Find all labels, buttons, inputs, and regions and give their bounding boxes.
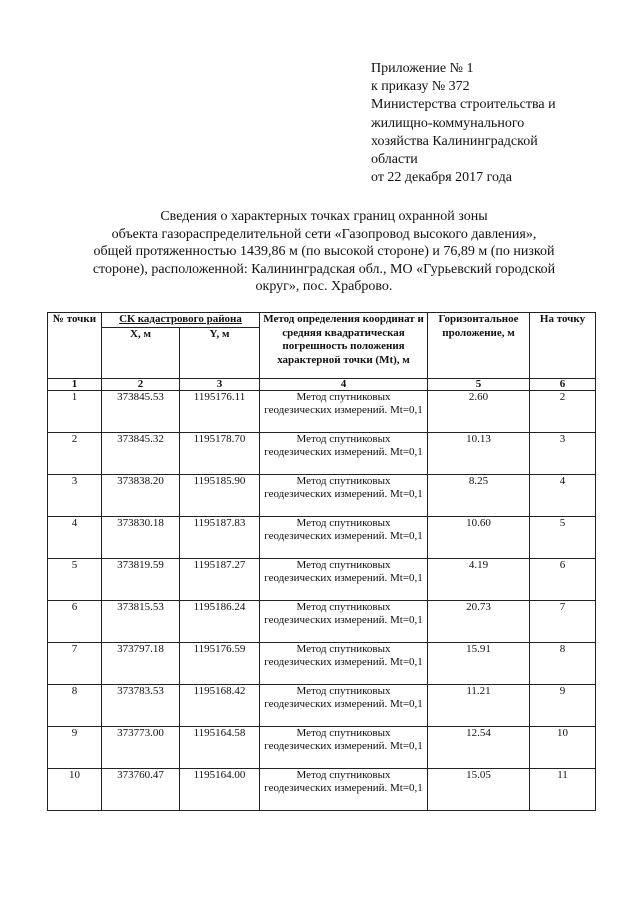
heading-line: объекта газораспределительной сети «Газопровод высокого давления», (111, 226, 537, 242)
y-coordinate-cell: 1195185.90 (180, 474, 260, 516)
annex-block (371, 60, 633, 187)
point-number-cell: 1 (48, 390, 102, 432)
point-number-cell: 5 (48, 558, 102, 600)
method-cell: Метод спутниковых геодезических измерений. Mt=0,1 (260, 432, 428, 474)
horizontal-distance-cell: 10.60 (428, 516, 530, 558)
column-number: 1 (48, 378, 102, 390)
table-row (48, 390, 596, 432)
annex-line: Приложение № 1 (371, 61, 474, 76)
method-cell: Метод спутниковых геодезических измерений. Mt=0,1 (260, 600, 428, 642)
x-coordinate-cell: 373773.00 (102, 726, 180, 768)
header-x: X, м (102, 327, 180, 378)
header-to-point: На точку (530, 313, 596, 379)
method-cell: Метод спутниковых геодезических измерений. Mt=0,1 (260, 516, 428, 558)
horizontal-distance-cell: 10.13 (428, 432, 530, 474)
method-cell: Метод спутниковых геодезических измерений. Mt=0,1 (260, 390, 428, 432)
annex-line: жилищно-коммунального (371, 115, 525, 131)
y-coordinate-cell: 1195186.24 (180, 600, 260, 642)
y-coordinate-cell: 1195168.42 (180, 684, 260, 726)
y-coordinate-cell: 1195176.59 (180, 642, 260, 684)
method-cell: Метод спутниковых геодезических измерений. Mt=0,1 (260, 474, 428, 516)
point-number-cell: 6 (48, 600, 102, 642)
to-point-cell: 10 (530, 726, 596, 768)
to-point-cell: 9 (530, 684, 596, 726)
x-coordinate-cell: 373797.18 (102, 642, 180, 684)
to-point-cell: 6 (530, 558, 596, 600)
column-number: 3 (180, 378, 260, 390)
heading-line: Сведения о характерных точках границ охранной зоны (160, 209, 488, 224)
point-number-cell: 2 (48, 432, 102, 474)
method-cell: Метод спутниковых геодезических измерений. Mt=0,1 (260, 684, 428, 726)
to-point-cell: 3 (530, 432, 596, 474)
to-point-cell: 5 (530, 516, 596, 558)
y-coordinate-cell: 1195187.83 (180, 516, 260, 558)
to-point-cell: 4 (530, 474, 596, 516)
x-coordinate-cell: 373838.20 (102, 474, 180, 516)
to-point-cell: 2 (530, 390, 596, 432)
annex-line: области (371, 152, 418, 168)
point-number-cell: 7 (48, 642, 102, 684)
point-number-cell: 9 (48, 726, 102, 768)
table-row (48, 516, 596, 558)
header-method: Метод определения координат и средняя квадратическая погрешность положения характерной точки (Mt), м (260, 313, 428, 379)
method-cell: Метод спутниковых геодезических измерений. Mt=0,1 (260, 768, 428, 810)
table-row (48, 432, 596, 474)
x-coordinate-cell: 373845.53 (102, 390, 180, 432)
annex-line: Министерства строительства и (371, 97, 556, 113)
table-row (48, 768, 596, 810)
x-coordinate-cell: 373783.53 (102, 684, 180, 726)
points-table (47, 312, 596, 811)
column-number: 5 (428, 378, 530, 390)
method-cell: Метод спутниковых геодезических измерений. Mt=0,1 (260, 558, 428, 600)
table-row (48, 726, 596, 768)
header-y: Y, м (180, 327, 260, 378)
heading-line: округ», пос. Храброво. (255, 279, 393, 295)
column-number: 6 (530, 378, 596, 390)
column-number: 2 (102, 378, 180, 390)
table-row (48, 600, 596, 642)
point-number-cell: 10 (48, 768, 102, 810)
to-point-cell: 7 (530, 600, 596, 642)
point-number-cell: 4 (48, 516, 102, 558)
point-number-cell: 3 (48, 474, 102, 516)
x-coordinate-cell: 373819.59 (102, 558, 180, 600)
heading-line: стороне), расположенной: Калининградская обл., МО «Гурьевский городской (92, 261, 556, 277)
horizontal-distance-cell: 20.73 (428, 600, 530, 642)
horizontal-distance-cell: 11.21 (428, 684, 530, 726)
horizontal-distance-cell: 15.91 (428, 642, 530, 684)
header-horizontal: Горизонтальное проложение, м (428, 313, 530, 379)
table-body (48, 390, 596, 810)
horizontal-distance-cell: 12.54 (428, 726, 530, 768)
column-number: 4 (260, 378, 428, 390)
x-coordinate-cell: 373760.47 (102, 768, 180, 810)
y-coordinate-cell: 1195164.58 (180, 726, 260, 768)
header-sk-group: СК кадастрового района (102, 313, 260, 328)
header-point-no: № точки (48, 313, 102, 379)
table-row (48, 558, 596, 600)
horizontal-distance-cell: 8.25 (428, 474, 530, 516)
annex-line: к приказу № 372 (371, 79, 470, 95)
x-coordinate-cell: 373830.18 (102, 516, 180, 558)
horizontal-distance-cell: 2.60 (428, 390, 530, 432)
heading-line: общей протяженностью 1439,86 м (по высокой стороне) и 76,89 м (по низкой (93, 244, 555, 260)
y-coordinate-cell: 1195187.27 (180, 558, 260, 600)
horizontal-distance-cell: 15.05 (428, 768, 530, 810)
x-coordinate-cell: 373845.32 (102, 432, 180, 474)
method-cell: Метод спутниковых геодезических измерений. Mt=0,1 (260, 642, 428, 684)
table-row (48, 684, 596, 726)
annex-line: хозяйства Калининградской (371, 133, 538, 149)
to-point-cell: 8 (530, 642, 596, 684)
method-cell: Метод спутниковых геодезических измерений. Mt=0,1 (260, 726, 428, 768)
table-row (48, 642, 596, 684)
point-number-cell: 8 (48, 684, 102, 726)
document-heading (60, 208, 588, 296)
table-row (48, 474, 596, 516)
to-point-cell: 11 (530, 768, 596, 810)
y-coordinate-cell: 1195178.70 (180, 432, 260, 474)
annex-line: от 22 декабря 2017 года (371, 170, 512, 186)
y-coordinate-cell: 1195176.11 (180, 390, 260, 432)
x-coordinate-cell: 373815.53 (102, 600, 180, 642)
y-coordinate-cell: 1195164.00 (180, 768, 260, 810)
horizontal-distance-cell: 4.19 (428, 558, 530, 600)
